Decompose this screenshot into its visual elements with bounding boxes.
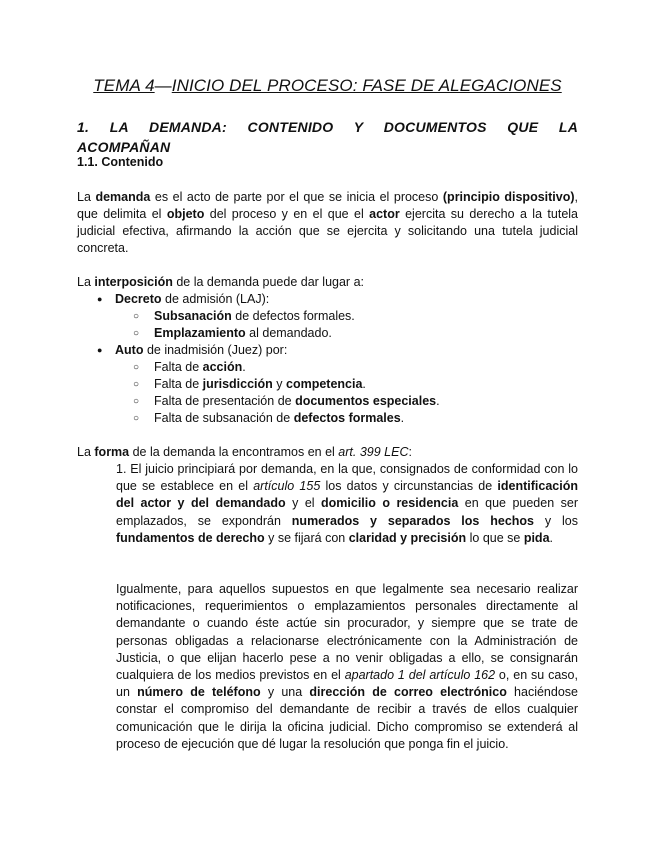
- list-item: ○ Emplazamiento al demandado.: [77, 325, 578, 342]
- list-item: ○ Falta de jurisdicción y competencia.: [77, 376, 578, 393]
- quote-art399-p1: 1. El juicio principiará por demanda, en la que, consignados de conformidad con lo que se establece en el artículo 155 los datos y circunstancias de identificación del actor y del demandado y el domicilio o residencia en que pueden ser emplazados, se expondrán numerados y separados los hechos y los fundamentos de derecho y se fijará con claridad y precisión lo que se pida.: [116, 462, 578, 545]
- subsection-heading: 1.1. Contenido: [77, 155, 164, 169]
- title-separator: —: [154, 76, 172, 95]
- title-rest: INICIO DEL PROCESO: FASE DE ALEGACIONES: [171, 76, 562, 95]
- list-item: ○ Falta de presentación de documentos especiales.: [77, 393, 578, 410]
- list-item: ○ Subsanación de defectos formales.: [77, 308, 578, 325]
- list-item: ○ Falta de subsanación de defectos formales.: [77, 410, 578, 427]
- page-title: [0, 76, 655, 96]
- paragraph-definicion: La demanda es el acto de parte por el que se inicia el proceso (principio dispositivo), que delimita el objeto del proceso y en el que el actor ejercita su derecho a la tutela judicial efectiva, afirmando la acción que se ejercita y solicitando una tutela judicial concreta.: [77, 190, 578, 255]
- section-heading: 1. LA DEMANDA: CONTENIDO Y DOCUMENTOS QUE LA ACOMPAÑAN: [77, 119, 578, 155]
- list-item-auto: ● Auto de inadmisión (Juez) por: ○ Falta de acción. ○ Falta de jurisdicción y competencia. ○ Falta de presentación de documentos especiales. ○ Falta de subsanación de defectos formales.: [77, 342, 578, 427]
- outcome-list: [77, 291, 578, 427]
- paragraph-forma: La forma de la demanda la encontramos en el art. 399 LEC:: [77, 445, 412, 459]
- list-item: ○ Falta de acción.: [77, 359, 578, 376]
- paragraph-interposicion: La interposición de la demanda puede dar lugar a:: [77, 275, 364, 289]
- list-item-decreto: ● Decreto de admisión (LAJ): ○ Subsanación de defectos formales. ○ Emplazamiento al demandado.: [77, 291, 578, 342]
- quote-art399-p2: Igualmente, para aquellos supuestos en que legalmente sea necesario realizar notificaciones, requerimientos o emplazamientos personales directamente al demandante o cuando éste actúe sin procurador, y siempre que se trate de personas obligadas a relacionarse electrónicamente con la Administración de Justicia, o que elijan hacerlo pese a no venir obligadas a ello, se consignarán cualquiera de los medios previstos en el apartado 1 del artículo 162 o, en su caso, un número de teléfono y una dirección de correo electrónico haciéndose constar el compromiso del demandante de recibir a través de ellos cualquier comunicación que le dirija la oficina judicial. Dicho compromiso se extenderá al proceso de ejecución que dé lugar la resolución que ponga fin el juicio.: [116, 582, 578, 751]
- title-tema: TEMA 4: [93, 76, 155, 95]
